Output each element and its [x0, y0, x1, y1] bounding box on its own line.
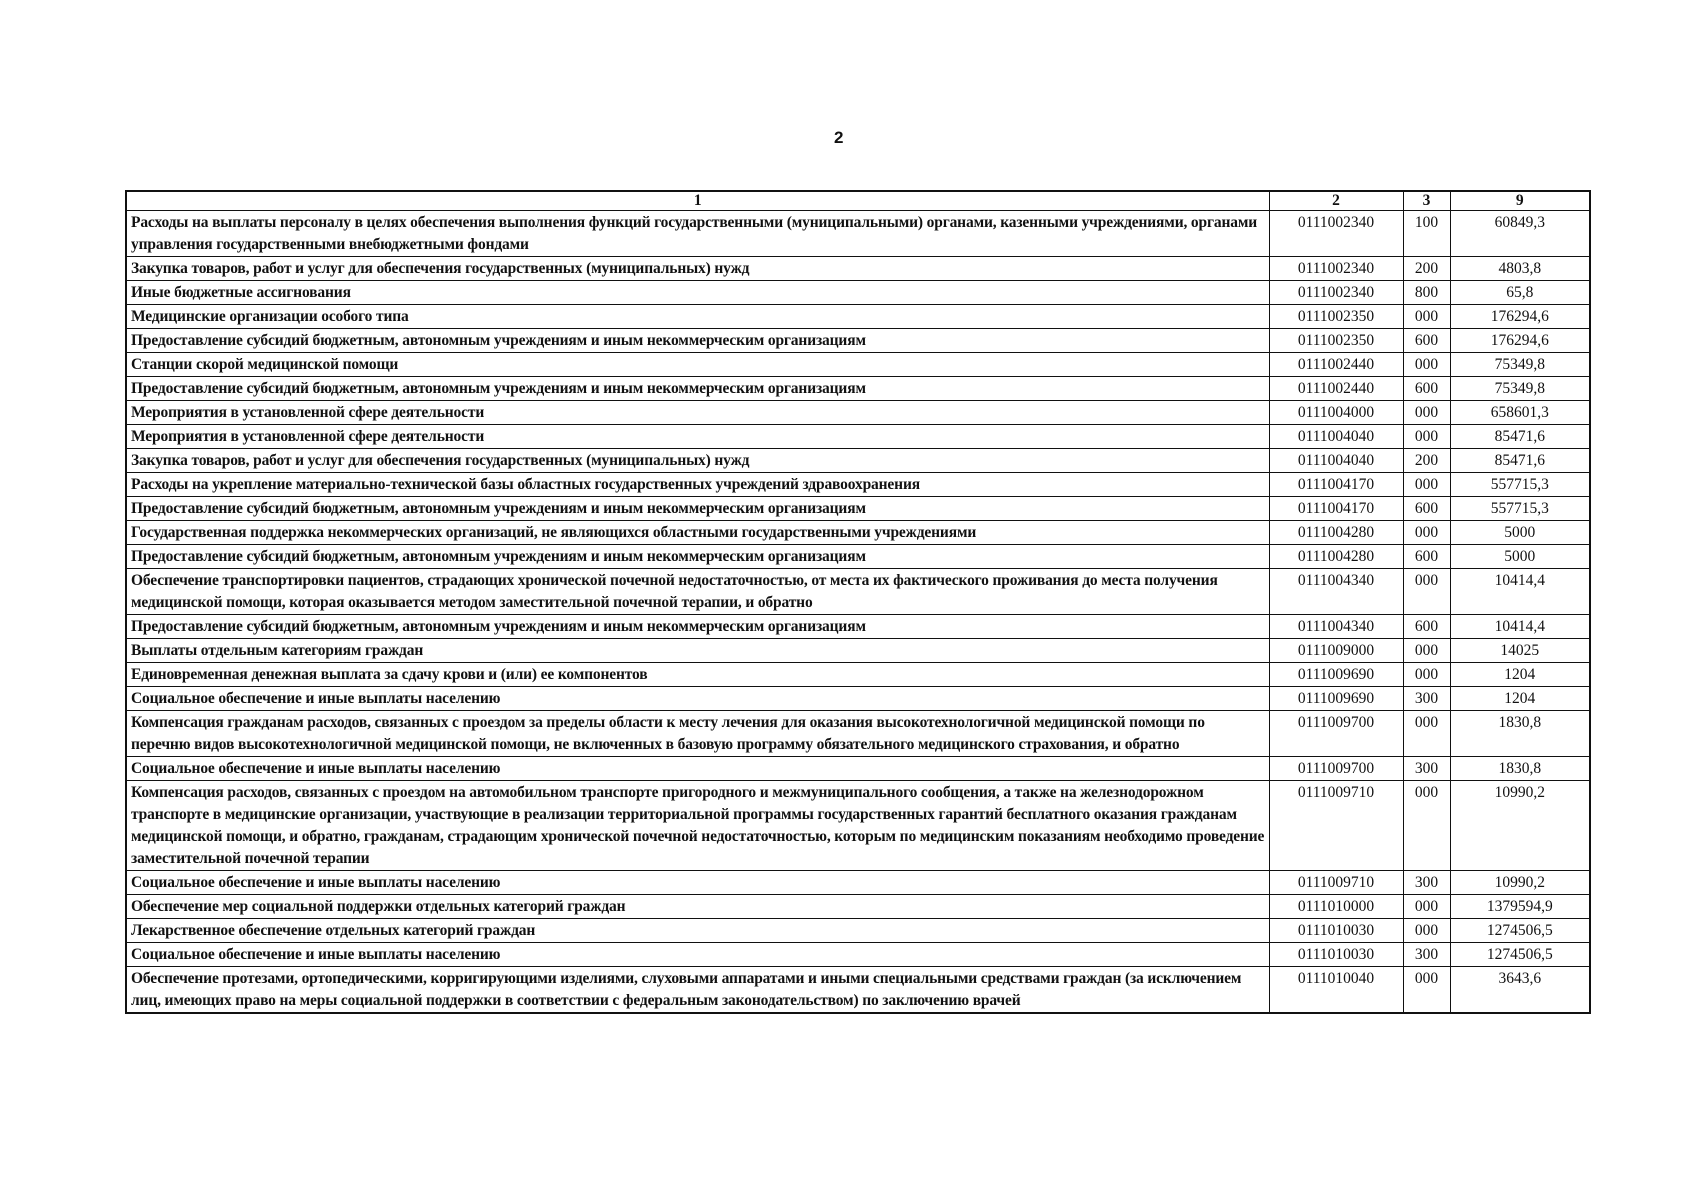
row-name-cell: Компенсация гражданам расходов, связанных с проездом за пределы области к месту лечения для оказания высокотехнологичной медицинской помощи по перечню видов высокотехнологичной медицинской помощи, не включенных в базовую программу обязательного медицинского страхования, и обратно	[126, 711, 1269, 757]
row-name-cell: Иные бюджетные ассигнования	[126, 281, 1269, 305]
row-type-cell: 600	[1403, 377, 1450, 401]
row-amount-cell: 1204	[1450, 687, 1590, 711]
table-row	[126, 401, 1590, 425]
table-row	[126, 449, 1590, 473]
row-type-cell: 600	[1403, 497, 1450, 521]
row-code-cell: 0111002340	[1269, 257, 1403, 281]
table-row	[126, 569, 1590, 615]
row-type-cell: 100	[1403, 211, 1450, 257]
row-name-cell: Закупка товаров, работ и услуг для обеспечения государственных (муниципальных) нужд	[126, 257, 1269, 281]
row-amount-cell: 4803,8	[1450, 257, 1590, 281]
page-number: 2	[834, 128, 844, 147]
row-type-cell: 600	[1403, 329, 1450, 353]
row-type-cell: 000	[1403, 473, 1450, 497]
table-row	[126, 353, 1590, 377]
row-type-cell: 000	[1403, 919, 1450, 943]
table-row	[126, 639, 1590, 663]
row-code-cell: 0111009700	[1269, 757, 1403, 781]
table-row	[126, 377, 1590, 401]
row-name-cell: Обеспечение транспортировки пациентов, страдающих хронической почечной недостаточностью, от места их фактического проживания до места получения медицинской помощи, которая оказывается методом заместительной почечной терапии, и обратно	[126, 569, 1269, 615]
table-row	[126, 281, 1590, 305]
row-amount-cell: 65,8	[1450, 281, 1590, 305]
row-amount-cell: 3643,6	[1450, 967, 1590, 1014]
row-name-cell: Социальное обеспечение и иные выплаты населению	[126, 757, 1269, 781]
row-amount-cell: 1830,8	[1450, 757, 1590, 781]
row-code-cell: 0111010000	[1269, 895, 1403, 919]
row-amount-cell: 10414,4	[1450, 615, 1590, 639]
row-name-cell: Социальное обеспечение и иные выплаты населению	[126, 871, 1269, 895]
row-name-cell: Лекарственное обеспечение отдельных категорий граждан	[126, 919, 1269, 943]
row-amount-cell: 10990,2	[1450, 871, 1590, 895]
row-type-cell: 300	[1403, 757, 1450, 781]
row-name-cell: Станции скорой медицинской помощи	[126, 353, 1269, 377]
row-type-cell: 600	[1403, 615, 1450, 639]
row-type-cell: 000	[1403, 353, 1450, 377]
row-amount-cell: 75349,8	[1450, 377, 1590, 401]
row-amount-cell: 176294,6	[1450, 329, 1590, 353]
row-code-cell: 0111004040	[1269, 449, 1403, 473]
row-amount-cell: 75349,8	[1450, 353, 1590, 377]
row-type-cell: 000	[1403, 663, 1450, 687]
header-col-9: 9	[1450, 191, 1590, 211]
row-name-cell: Расходы на выплаты персоналу в целях обеспечения выполнения функций государственными (муниципальными) органами, казенными учреждениями, органами управления государственными внебюджетными фондами	[126, 211, 1269, 257]
table-body	[126, 211, 1590, 1014]
row-amount-cell: 557715,3	[1450, 497, 1590, 521]
table-row	[126, 615, 1590, 639]
row-amount-cell: 1274506,5	[1450, 919, 1590, 943]
table-row	[126, 757, 1590, 781]
row-code-cell: 0111010040	[1269, 967, 1403, 1014]
row-code-cell: 0111009000	[1269, 639, 1403, 663]
table-row	[126, 497, 1590, 521]
budget-table	[125, 190, 1591, 1014]
table-row	[126, 425, 1590, 449]
row-amount-cell: 658601,3	[1450, 401, 1590, 425]
row-amount-cell: 10414,4	[1450, 569, 1590, 615]
row-type-cell: 300	[1403, 871, 1450, 895]
row-code-cell: 0111002440	[1269, 377, 1403, 401]
row-type-cell: 000	[1403, 781, 1450, 871]
row-type-cell: 000	[1403, 521, 1450, 545]
row-type-cell: 000	[1403, 895, 1450, 919]
row-name-cell: Мероприятия в установленной сфере деятельности	[126, 401, 1269, 425]
row-code-cell: 0111004170	[1269, 473, 1403, 497]
table-row	[126, 211, 1590, 257]
row-name-cell: Выплаты отдельным категориям граждан	[126, 639, 1269, 663]
table-row	[126, 711, 1590, 757]
header-col-2: 2	[1269, 191, 1403, 211]
table-row	[126, 871, 1590, 895]
row-code-cell: 0111004170	[1269, 497, 1403, 521]
row-code-cell: 0111004280	[1269, 545, 1403, 569]
row-name-cell: Предоставление субсидий бюджетным, автономным учреждениям и иным некоммерческим организациям	[126, 497, 1269, 521]
row-code-cell: 0111009690	[1269, 687, 1403, 711]
row-amount-cell: 5000	[1450, 521, 1590, 545]
row-name-cell: Единовременная денежная выплата за сдачу крови и (или) ее компонентов	[126, 663, 1269, 687]
row-type-cell: 000	[1403, 425, 1450, 449]
row-code-cell: 0111010030	[1269, 919, 1403, 943]
table-row	[126, 967, 1590, 1014]
row-amount-cell: 176294,6	[1450, 305, 1590, 329]
row-amount-cell: 14025	[1450, 639, 1590, 663]
table-row	[126, 521, 1590, 545]
row-code-cell: 0111002350	[1269, 305, 1403, 329]
row-name-cell: Социальное обеспечение и иные выплаты населению	[126, 687, 1269, 711]
row-amount-cell: 10990,2	[1450, 781, 1590, 871]
row-code-cell: 0111004340	[1269, 569, 1403, 615]
row-type-cell: 000	[1403, 401, 1450, 425]
row-type-cell: 000	[1403, 305, 1450, 329]
row-type-cell: 300	[1403, 687, 1450, 711]
table-row	[126, 305, 1590, 329]
row-code-cell: 0111009690	[1269, 663, 1403, 687]
row-amount-cell: 5000	[1450, 545, 1590, 569]
row-code-cell: 0111002350	[1269, 329, 1403, 353]
row-name-cell: Государственная поддержка некоммерческих организаций, не являющихся областными государственными учреждениями	[126, 521, 1269, 545]
row-code-cell: 0111004340	[1269, 615, 1403, 639]
row-name-cell: Расходы на укрепление материально-технической базы областных государственных учреждений здравоохранения	[126, 473, 1269, 497]
row-amount-cell: 1379594,9	[1450, 895, 1590, 919]
row-name-cell: Предоставление субсидий бюджетным, автономным учреждениям и иным некоммерческим организациям	[126, 545, 1269, 569]
row-amount-cell: 1830,8	[1450, 711, 1590, 757]
row-amount-cell: 85471,6	[1450, 449, 1590, 473]
row-amount-cell: 60849,3	[1450, 211, 1590, 257]
row-name-cell: Обеспечение протезами, ортопедическими, корригирующими изделиями, слуховыми аппаратами и иными специальными средствами граждан (за исключением лиц, имеющих право на меры социальной поддержки в соответствии с федеральным законодательством) по заключению врачей	[126, 967, 1269, 1014]
row-name-cell: Закупка товаров, работ и услуг для обеспечения государственных (муниципальных) нужд	[126, 449, 1269, 473]
row-type-cell: 000	[1403, 569, 1450, 615]
row-code-cell: 0111002440	[1269, 353, 1403, 377]
row-name-cell: Медицинские организации особого типа	[126, 305, 1269, 329]
row-code-cell: 0111004040	[1269, 425, 1403, 449]
row-name-cell: Обеспечение мер социальной поддержки отдельных категорий граждан	[126, 895, 1269, 919]
table-row	[126, 663, 1590, 687]
row-type-cell: 000	[1403, 639, 1450, 663]
row-type-cell: 800	[1403, 281, 1450, 305]
table-row	[126, 919, 1590, 943]
table-row	[126, 895, 1590, 919]
row-code-cell: 0111010030	[1269, 943, 1403, 967]
row-name-cell: Мероприятия в установленной сфере деятельности	[126, 425, 1269, 449]
table-row	[126, 781, 1590, 871]
row-amount-cell: 85471,6	[1450, 425, 1590, 449]
row-name-cell: Предоставление субсидий бюджетным, автономным учреждениям и иным некоммерческим организациям	[126, 377, 1269, 401]
table-row	[126, 329, 1590, 353]
row-type-cell: 000	[1403, 967, 1450, 1014]
row-code-cell: 0111004280	[1269, 521, 1403, 545]
row-name-cell: Предоставление субсидий бюджетным, автономным учреждениям и иным некоммерческим организациям	[126, 329, 1269, 353]
row-amount-cell: 557715,3	[1450, 473, 1590, 497]
header-row	[126, 191, 1590, 211]
table-row	[126, 687, 1590, 711]
row-code-cell: 0111009710	[1269, 781, 1403, 871]
header-col-1: 1	[126, 191, 1269, 211]
table-row	[126, 473, 1590, 497]
row-code-cell: 0111002340	[1269, 211, 1403, 257]
row-code-cell: 0111004000	[1269, 401, 1403, 425]
table-row	[126, 943, 1590, 967]
row-type-cell: 000	[1403, 711, 1450, 757]
row-amount-cell: 1204	[1450, 663, 1590, 687]
table-row	[126, 545, 1590, 569]
row-type-cell: 300	[1403, 943, 1450, 967]
row-name-cell: Предоставление субсидий бюджетным, автономным учреждениям и иным некоммерческим организациям	[126, 615, 1269, 639]
row-code-cell: 0111009710	[1269, 871, 1403, 895]
row-name-cell: Компенсация расходов, связанных с проездом на автомобильном транспорте пригородного и межмуниципального сообщения, а также на железнодорожном транспорте в медицинские организации, участвующие в реализации территориальной программы государственных гарантий бесплатного оказания гражданам медицинской помощи, и обратно, гражданам, страдающим хронической почечной недостаточностью, которым по медицинским показаниям необходимо проведение заместительной почечной терапии	[126, 781, 1269, 871]
row-code-cell: 0111009700	[1269, 711, 1403, 757]
row-amount-cell: 1274506,5	[1450, 943, 1590, 967]
row-type-cell: 200	[1403, 449, 1450, 473]
table-header	[126, 191, 1590, 211]
row-type-cell: 600	[1403, 545, 1450, 569]
row-code-cell: 0111002340	[1269, 281, 1403, 305]
row-name-cell: Социальное обеспечение и иные выплаты населению	[126, 943, 1269, 967]
header-col-3: 3	[1403, 191, 1450, 211]
row-type-cell: 200	[1403, 257, 1450, 281]
table-row	[126, 257, 1590, 281]
